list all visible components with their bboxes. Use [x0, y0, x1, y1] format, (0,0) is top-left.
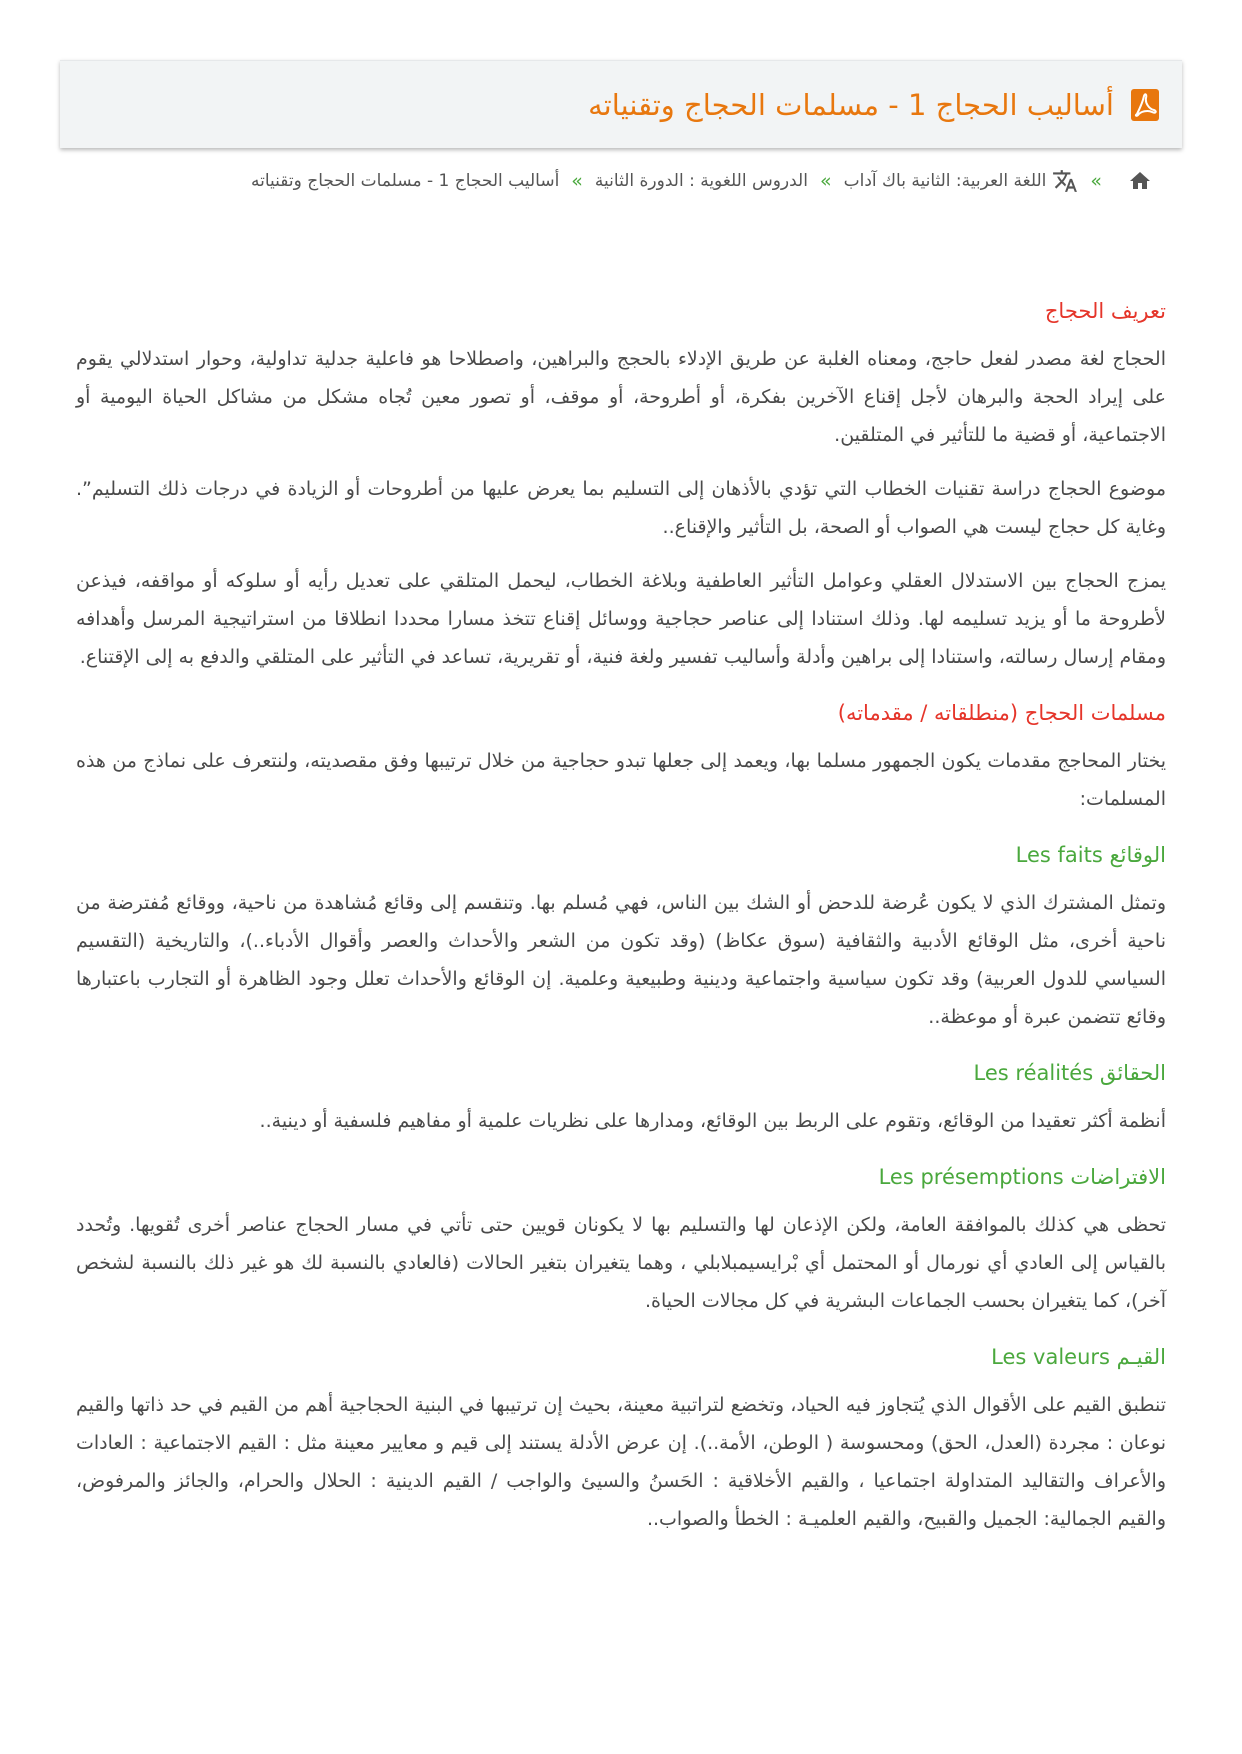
breadcrumb-separator: » — [819, 170, 832, 192]
subsection-heading-values — [76, 1342, 1166, 1372]
home-icon[interactable] — [1128, 169, 1152, 193]
paragraph: موضوع الحجاج دراسة تقنيات الخطاب التي تؤدي بالأذهان إلى التسليم بما يعرض عليها من أطروحات أو الزيادة في درجات ذلك التسليم”. وغاية كل حجاج ليست هي الصواب أو الصحة، بل التأثير والإقناع.. — [76, 478, 1166, 538]
paragraph: يمزج الحجاج بين الاستدلال العقلي وعوامل التأثير العاطفية وبلاغة الخطاب، ليحمل المتلقي على تعديل رأيه أو سلوكه أو مواقفه، فيذعن لأطروحة ما أو يزيد تسليمه لها. وذلك استنادا إلى عناصر حجاجية ووسائل إقناع تتخذ مسارا محددا انطلاقا من استراتيجية المرسل وأهدافه ومقام إرسال رسالته، واستنادا إلى براهين وأدلة وأساليب تفسير ولغة فنية، أو تقريرية، تساعد في التأثير على المتلقي والدفع به إلى الإقتناع. — [76, 570, 1166, 668]
breadcrumb-separator: » — [1090, 170, 1102, 192]
article-content — [76, 296, 1166, 1554]
paragraph: وتمثل المشترك الذي لا يكون عُرضة للدحض أو الشك بين الناس، فهي مُسلم بها. وتنقسم إلى وقائع مُشاهدة من ناحية، ووقائع مُفترضة من ناحية أخرى، مثل الوقائع الأدبية والثقافية (سوق عكاظ) (وقد تكون من الشعر والأحداث والعصر وأقوال الأدباء..)، والتاريخية (التقسيم السياسي للدول العربية) وقد تكون سياسية واجتماعية ودينية وطبيعية وعلمية. إن الوقائع والأحداث تعلل وجود الظاهرة أو التجارب باعتبارها وقائع تتضمن عبرة أو موعظة.. — [76, 892, 1166, 1028]
breadcrumb-link-course[interactable]: اللغة العربية: الثانية باك آداب — [843, 171, 1047, 191]
page-title: أساليب الحجاج 1 - مسلمات الحجاج وتقنياته — [588, 87, 1114, 122]
subsection-heading-presumptions — [76, 1162, 1166, 1192]
subsection-heading-fr: Les faits — [1015, 843, 1103, 867]
subsection-heading-facts — [76, 840, 1166, 870]
breadcrumb-link-lessons[interactable]: الدروس اللغوية : الدورة الثانية — [594, 171, 808, 191]
subsection-heading-ar: الافتراضات — [1070, 1165, 1166, 1189]
pdf-icon — [1130, 88, 1160, 122]
translate-icon — [1052, 168, 1078, 194]
breadcrumb-current: أساليب الحجاج 1 - مسلمات الحجاج وتقنياته — [251, 171, 560, 191]
subsection-heading-ar: الوقائع — [1109, 843, 1166, 867]
subsection-heading-realities — [76, 1058, 1166, 1088]
subsection-heading-fr: Les valeurs — [991, 1345, 1110, 1369]
breadcrumb-separator: » — [571, 170, 583, 192]
section-heading-definition: تعريف الحجاج — [1044, 299, 1166, 323]
breadcrumb — [251, 168, 1152, 194]
page-header — [60, 60, 1182, 148]
paragraph: يختار المحاجج مقدمات يكون الجمهور مسلما بها، ويعمد إلى جعلها تبدو حجاجية من خلال ترتيبها وفق مقصديته، ولنتعرف على نماذج من هذه المسلمات: — [76, 750, 1166, 810]
paragraph: أنظمة أكثر تعقيدا من الوقائع، وتقوم على الربط بين الوقائع، ومدارها على نظريات علمية أو مفاهيم فلسفية أو دينية.. — [259, 1110, 1166, 1132]
paragraph: الحجاج لغة مصدر لفعل حاجج، ومعناه الغلبة عن طريق الإدلاء بالحجج والبراهين، واصطلاحا هو فاعلية جدلية تداولية، وحوار استدلالي يقوم على إيراد الحجة والبرهان لأجل إقناع الآخرين بفكرة، أو أطروحة، أو موقف، أو تصور معين تُجاه مشكل من مشاكل الحياة اليومية أو الاجتماعية، أو قضية ما للتأثير في المتلقين. — [76, 348, 1166, 446]
subsection-heading-fr: Les présemptions — [878, 1165, 1064, 1189]
section-heading-premises: مسلمات الحجاج (منطلقاته / مقدماته) — [837, 701, 1166, 725]
subsection-heading-ar: الحقائق — [1099, 1061, 1166, 1085]
subsection-heading-fr: Les réalités — [973, 1061, 1094, 1085]
paragraph: تنطبق القيم على الأقوال الذي يُتجاوز فيه الحياد، وتخضع لتراتبية معينة، بحيث إن ترتيبها في البنية الحجاجية أهم من القيم في حد ذاتها والقيم نوعان : مجردة (العدل، الحق) ومحسوسة ( الوطن، الأمة..). إن عرض الأدلة يستند إلى قيم و معايير معينة مثل : القيم الاجتماعية : العادات والأعراف والتقاليد المتداولة اجتماعيا ، والقيم الأخلاقية : الحَسنُ والسيئ والواجب / القيم الدينية : الحلال والحرام، والجائز والمرفوض، والقيم الجمالية: الجميل والقبيح، والقيم العلميـة : الخطأ والصواب.. — [76, 1394, 1166, 1530]
subsection-heading-ar: القيـم — [1116, 1345, 1166, 1369]
paragraph: تحظى هي كذلك بالموافقة العامة، ولكن الإذعان لها والتسليم بها لا يكونان قويين حتى تأتي في مسار الحجاج عناصر أخرى تُقويها. وتُحدد بالقياس إلى العادي أي نورمال أو المحتمل أي بْرايسيمبلابلي ، وهما يتغيران بتغير الحالات (فالعادي بالنسبة لك هو غير ذلك بالنسبة لشخص آخر)، كما يتغيران بحسب الجماعات البشرية في كل مجالات الحياة. — [76, 1214, 1166, 1312]
